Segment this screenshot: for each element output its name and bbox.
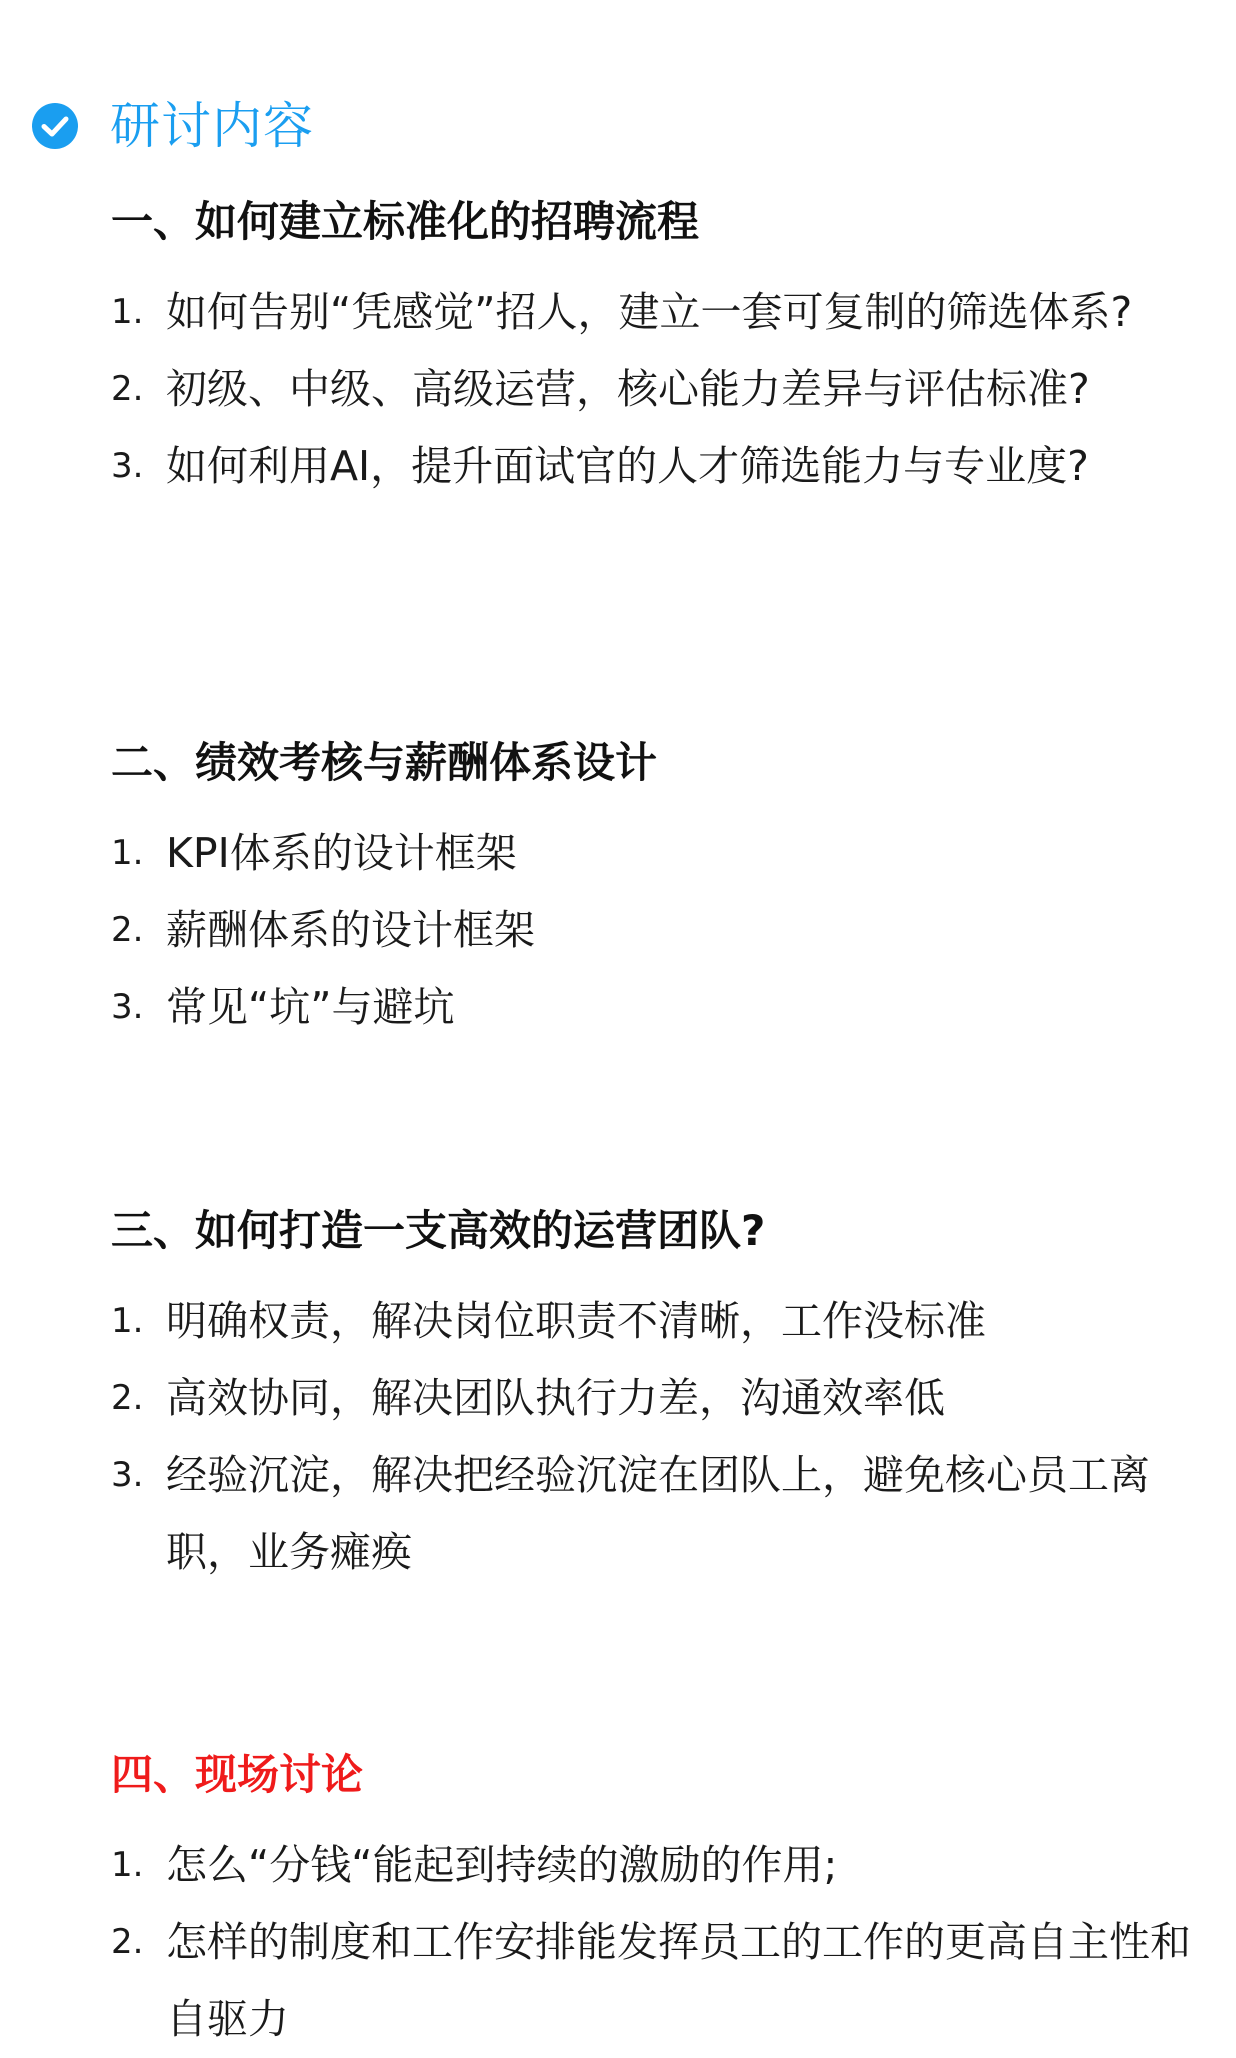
item-list bbox=[111, 1827, 1191, 2058]
list-item bbox=[111, 1283, 1191, 1360]
section-heading: 二、绩效考核与薪酬体系设计 bbox=[111, 738, 658, 787]
item-list bbox=[111, 1283, 1191, 1591]
list-item bbox=[111, 351, 1191, 428]
section-heading: 一、如何建立标准化的招聘流程 bbox=[111, 197, 700, 246]
list-item bbox=[111, 1437, 1191, 1591]
list-item bbox=[111, 1827, 1191, 1904]
list-item bbox=[111, 969, 1191, 1046]
item-number: 1. bbox=[111, 1845, 144, 1885]
section-live-discussion bbox=[111, 1747, 1191, 2058]
item-number: 1. bbox=[111, 292, 144, 332]
item-text: 常见“坑”与避坑 bbox=[166, 983, 455, 1031]
section-heading: 四、现场讨论 bbox=[111, 1750, 364, 1799]
item-number: 2. bbox=[111, 910, 144, 950]
item-text: 如何利用AI，提升面试官的人才筛选能力与专业度? bbox=[166, 442, 1089, 490]
item-text: 明确权责，解决岗位职责不清晰，工作没标准 bbox=[166, 1297, 986, 1345]
section-recruitment bbox=[111, 194, 1191, 505]
list-item bbox=[111, 892, 1191, 969]
item-number: 2. bbox=[111, 369, 144, 409]
item-text: 薪酬体系的设计框架 bbox=[166, 906, 535, 954]
item-text: 如何告别“凭感觉”招人，建立一套可复制的筛选体系? bbox=[166, 288, 1133, 336]
item-list bbox=[111, 815, 1191, 1046]
item-text: 经验沉淀，解决把经验沉淀在团队上，避免核心员工离职，业务瘫痪 bbox=[166, 1451, 1150, 1576]
list-item bbox=[111, 1904, 1191, 2058]
check-circle-icon bbox=[32, 103, 78, 149]
list-item bbox=[111, 428, 1191, 505]
item-text: 高效协同，解决团队执行力差，沟通效率低 bbox=[166, 1374, 945, 1422]
section-heading: 三、如何打造一支高效的运营团队? bbox=[111, 1206, 766, 1255]
item-number: 3. bbox=[111, 987, 144, 1027]
item-text: 怎样的制度和工作安排能发挥员工的工作的更高自主性和自驱力 bbox=[166, 1918, 1191, 2043]
section-performance-compensation bbox=[111, 735, 1191, 1046]
item-number: 2. bbox=[111, 1922, 144, 1962]
item-number: 3. bbox=[111, 1455, 144, 1495]
page-title: 研讨内容 bbox=[110, 97, 314, 155]
item-number: 2. bbox=[111, 1378, 144, 1418]
item-number: 1. bbox=[111, 833, 144, 873]
list-item bbox=[111, 1360, 1191, 1437]
list-item bbox=[111, 815, 1191, 892]
list-item bbox=[111, 274, 1191, 351]
item-text: 怎么“分钱“能起到持续的激励的作用; bbox=[166, 1841, 838, 1889]
item-text: KPI体系的设计框架 bbox=[166, 829, 517, 877]
item-number: 1. bbox=[111, 1301, 144, 1341]
section-header bbox=[32, 94, 314, 158]
item-text: 初级、中级、高级运营，核心能力差异与评估标准? bbox=[166, 365, 1090, 413]
section-efficient-team bbox=[111, 1203, 1191, 1591]
item-list bbox=[111, 274, 1191, 505]
item-number: 3. bbox=[111, 446, 144, 486]
